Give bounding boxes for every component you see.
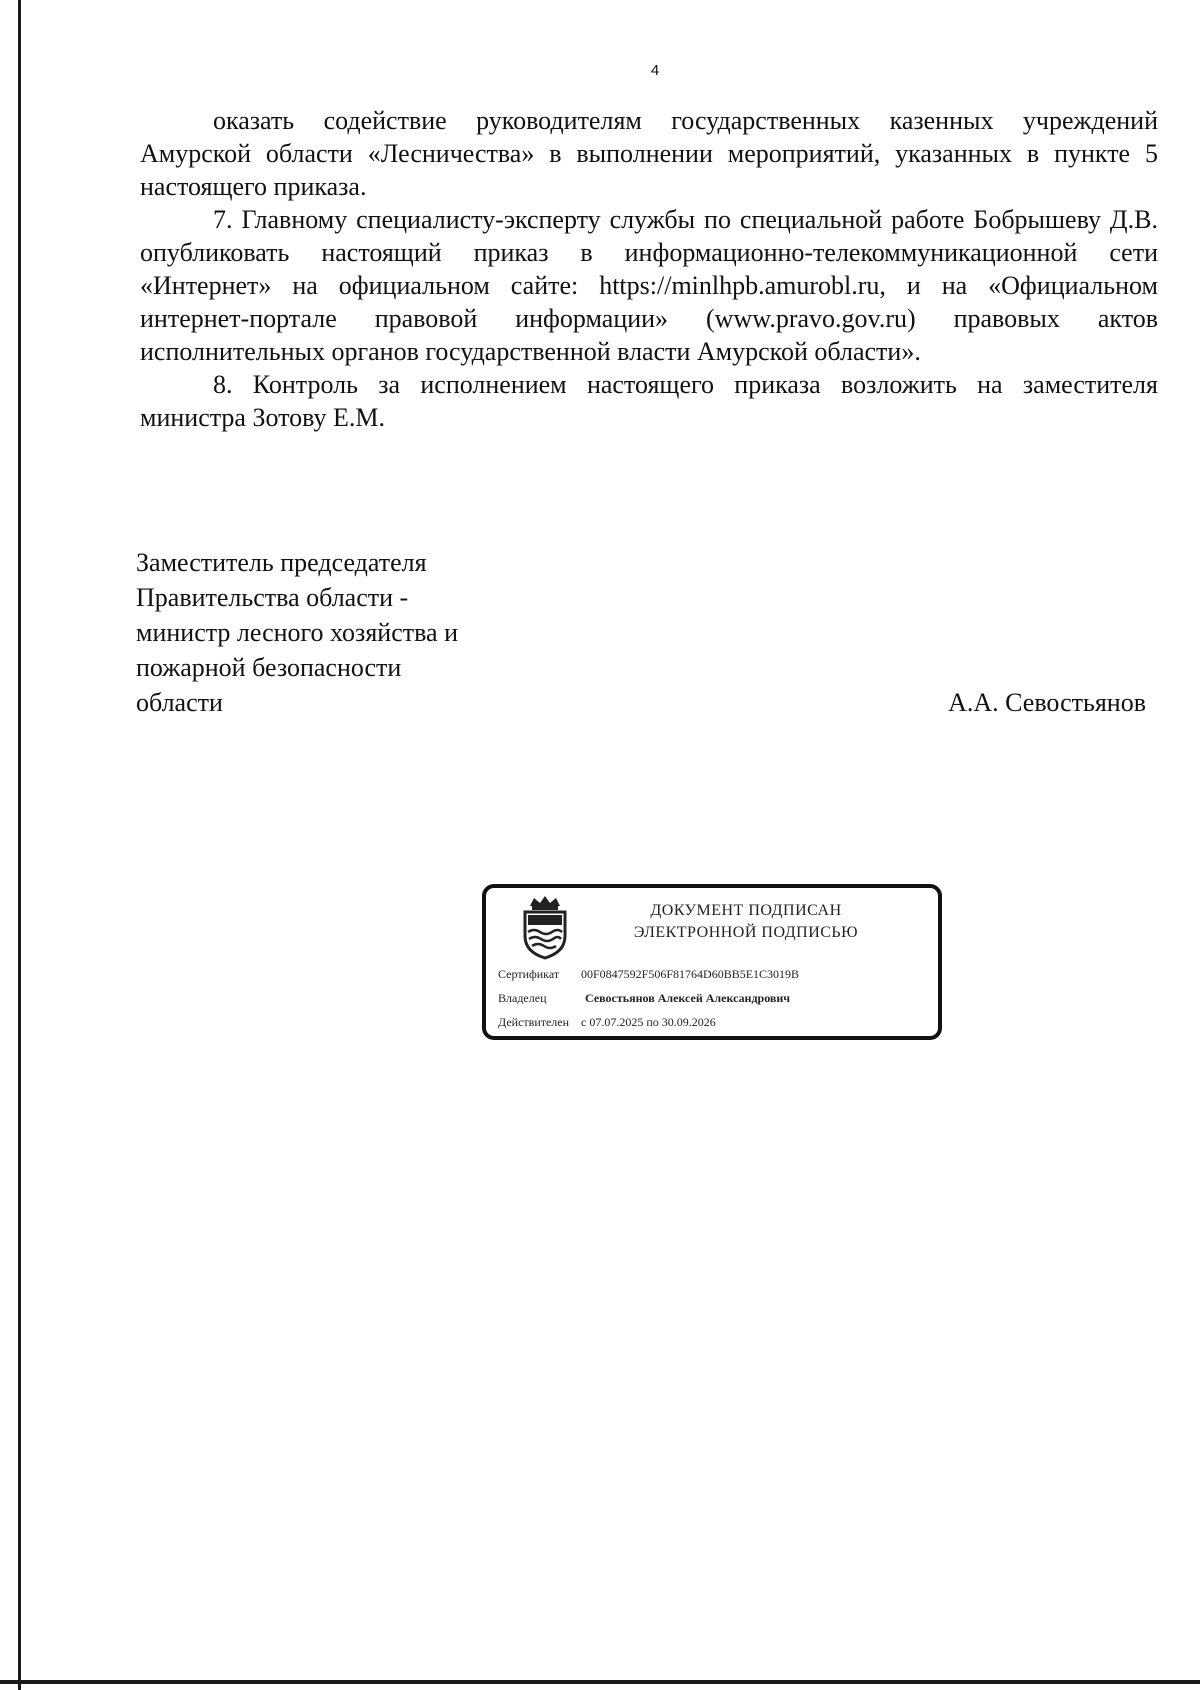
stamp-title <box>596 900 896 944</box>
page-number: 4 <box>650 62 660 79</box>
signer-position-line: области <box>136 688 223 717</box>
page-left-border <box>18 0 21 1690</box>
signer-name: А.А. Севостьянов <box>948 688 1146 717</box>
stamp-title-line: ДОКУМЕНТ ПОДПИСАН <box>650 902 842 919</box>
owner-label: Владелец <box>498 991 547 1005</box>
signer-position-line: Правительства области - <box>136 583 409 612</box>
stamp-owner-row <box>498 990 790 1006</box>
stamp-validity-row <box>498 1014 716 1030</box>
document-body <box>140 104 1158 434</box>
validity-value: с 07.07.2025 по 30.09.2026 <box>581 1015 716 1029</box>
signer-position-line: пожарной безопасности <box>136 653 402 682</box>
signer-position <box>136 545 556 720</box>
certificate-value: 00F0847592F506F81764D60BB5E1C3019B <box>581 967 800 981</box>
electronic-signature-stamp <box>482 884 942 1040</box>
stamp-title-line: ЭЛЕКТРОННОЙ ПОДПИСЬЮ <box>633 924 859 941</box>
paragraph-item-7: 7. Главному специалисту-эксперту службы по специальной работе Бобрышеву Д.В. опубликовать настоящий приказ в информационно-телекоммуникационной сети «Интернет» на официальном сайте: https://minlhpb.amurobl.ru, и на «Официальном интернет-портале правовой информации» (www.pravo.gov.ru) правовых актов исполнительных органов государственной власти Амурской области». <box>140 205 1158 366</box>
certificate-label: Сертификат <box>498 967 560 981</box>
paragraph-assist: оказать содействие руководителям государственных казенных учреждений Амурской области «Лесничества» в выполнении мероприятий, указанных в пункте 5 настоящего приказа. <box>140 106 1158 201</box>
stamp-certificate-row <box>498 966 799 982</box>
signer-position-line: Заместитель председателя <box>136 548 427 577</box>
page-bottom-border <box>0 1680 1200 1684</box>
signer-position-line: министр лесного хозяйства и <box>136 618 458 647</box>
owner-value: Севостьянов Алексей Александрович <box>585 991 791 1005</box>
paragraph-item-8: 8. Контроль за исполнением настоящего приказа возложить на заместителя министра Зотову Е.М. <box>140 370 1158 432</box>
validity-label: Действителен <box>498 1015 570 1029</box>
coat-of-arms-icon <box>520 894 570 960</box>
